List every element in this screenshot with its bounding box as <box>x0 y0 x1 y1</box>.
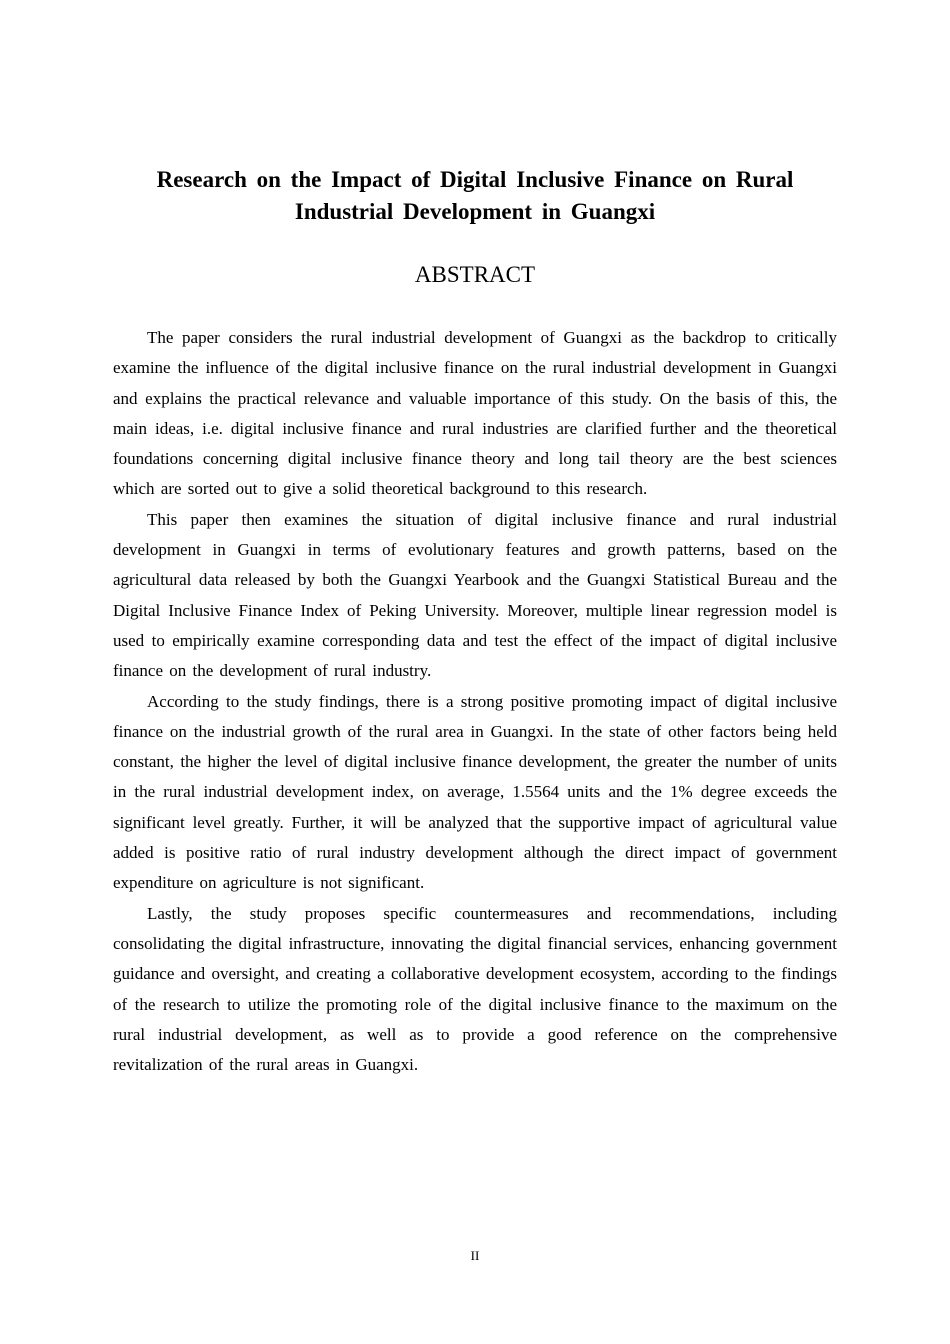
abstract-body <box>113 323 837 1080</box>
abstract-paragraph-3: According to the study findings, there is a strong positive promoting impact of digital inclusive finance on the industrial growth of the rural area in Guangxi. In the state of other factors being held constant, the higher the level of digital inclusive finance development, the greater the number of units in the rural industrial development index, on average, 1.5564 units and the 1% degree exceeds the significant level greatly. Further, it will be analyzed that the supportive impact of agricultural value added is positive ratio of rural industry development although the direct impact of government expenditure on agriculture is not significant. <box>113 691 837 893</box>
abstract-paragraph-2: This paper then examines the situation of digital inclusive finance and rural industrial development in Guangxi in terms of evolutionary features and growth patterns, based on the agricultural data released by both the Guangxi Yearbook and the Guangxi Statistical Bureau and the Digital Inclusive Finance Index of Peking University. Moreover, multiple linear regression model is used to empirically examine corresponding data and test the effect of the impact of digital inclusive finance on the development of rural industry. <box>113 509 837 681</box>
page-number: II <box>470 1248 480 1263</box>
abstract-heading: ABSTRACT <box>414 262 536 287</box>
paper-title: Research on the Impact of Digital Inclusive Finance on Rural Industrial Development in Guangxi <box>156 167 794 224</box>
abstract-paragraph-1: The paper considers the rural industrial development of Guangxi as the backdrop to critically examine the influence of the digital inclusive finance on the rural industrial development in Guangxi and explains the practical relevance and valuable importance of this study. On the basis of this, the main ideas, i.e. digital inclusive finance and rural industries are clarified further and the theoretical foundations concerning digital inclusive finance theory and long tail theory are the best sciences which are sorted out to give a solid theoretical background to this research. <box>113 328 837 499</box>
abstract-paragraph-4: Lastly, the study proposes specific countermeasures and recommendations, including consolidating the digital infrastructure, innovating the digital financial services, enhancing government guidance and oversight, and creating a collaborative development ecosystem, according to the findings of the research to utilize the promoting role of the digital inclusive finance to the maximum on the rural industrial development, as well as to provide a good reference on the comprehensive revitalization of the rural areas in Guangxi. <box>113 903 837 1075</box>
